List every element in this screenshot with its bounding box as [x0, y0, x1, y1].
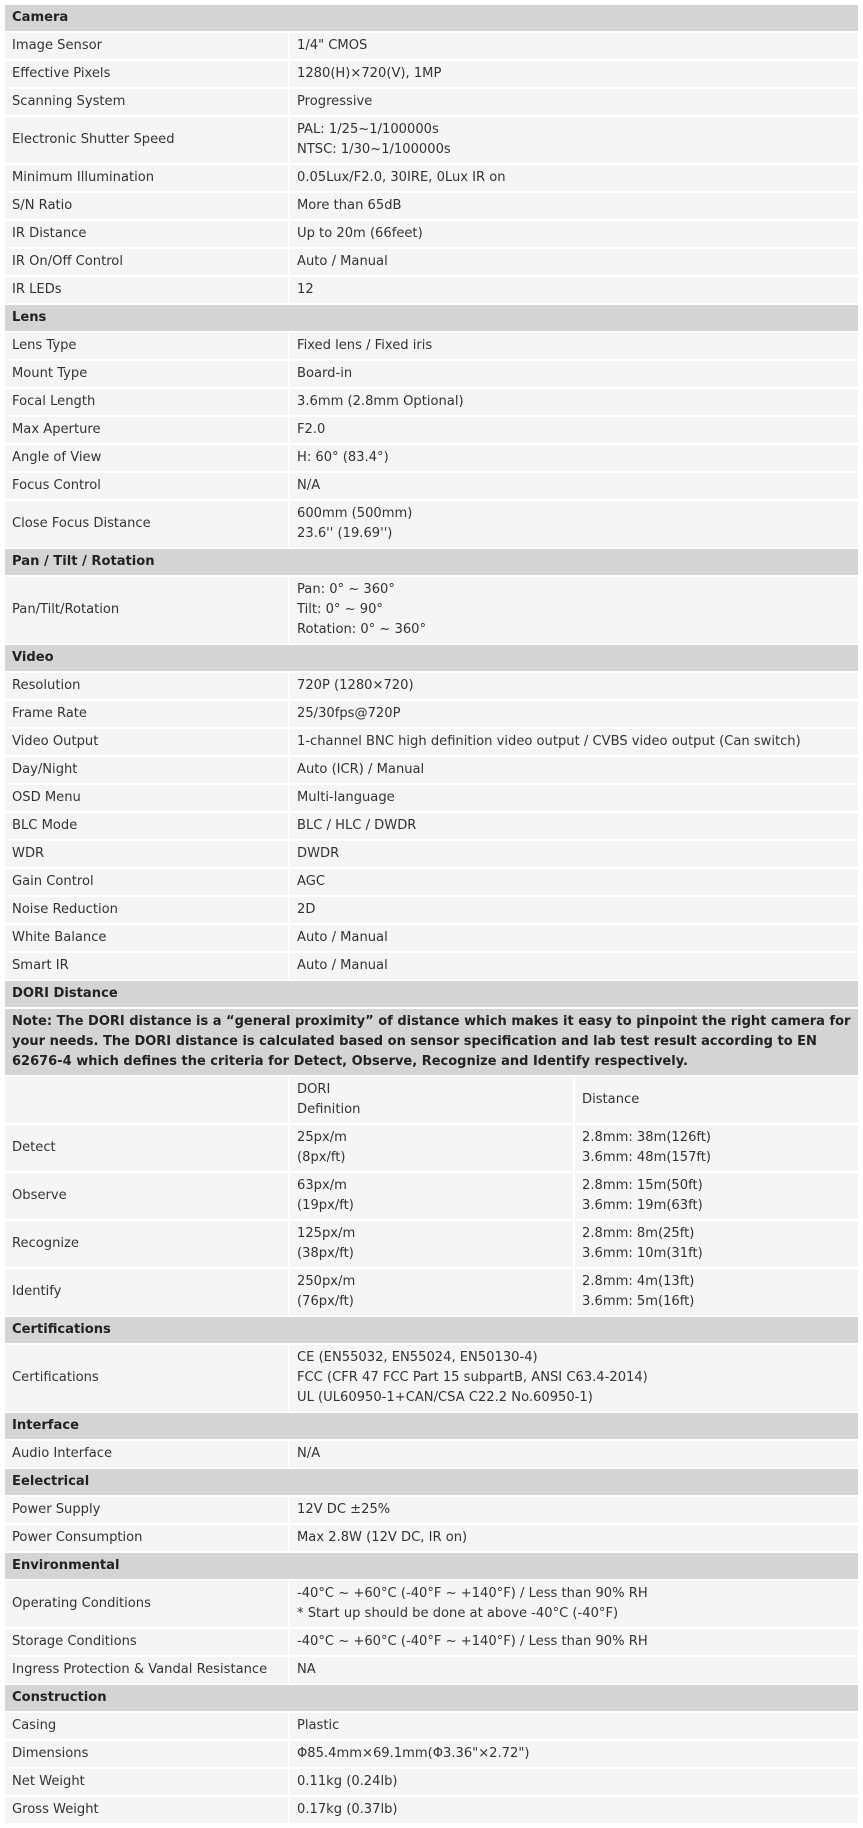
- spec-value: [290, 361, 858, 387]
- spec-value: [290, 841, 858, 867]
- section-title: DORI Distance: [5, 981, 858, 1007]
- dori-distance: [575, 1269, 858, 1315]
- spec-row-pan-tilt-rotation: [5, 577, 858, 643]
- dori-definition-line: (76px/ft): [297, 1294, 354, 1309]
- spec-label: Scanning System: [5, 89, 288, 115]
- spec-value: [290, 757, 858, 783]
- spec-value-line: Auto / Manual: [297, 254, 388, 269]
- spec-value: [290, 501, 858, 547]
- section-title: Lens: [5, 305, 858, 331]
- spec-row-lens-type: [5, 333, 858, 359]
- spec-row-close-focus-distance: [5, 501, 858, 547]
- spec-value: [290, 1345, 858, 1411]
- spec-label: Audio Interface: [5, 1441, 288, 1467]
- dori-distance-line: 2.8mm: 4m(13ft): [582, 1274, 695, 1289]
- spec-row-ingress-protection-vandal-resistance: [5, 1657, 858, 1683]
- spec-row-image-sensor: [5, 33, 858, 59]
- spec-value-line: Board-in: [297, 366, 353, 381]
- dori-header-row: [5, 1077, 858, 1123]
- spec-value: [290, 1629, 858, 1655]
- spec-value: [290, 333, 858, 359]
- section-header-dori-distance: [5, 981, 858, 1007]
- spec-value: [290, 925, 858, 951]
- dori-distance-line: 2.8mm: 38m(126ft): [582, 1130, 712, 1145]
- spec-row-ir-on-off-control: [5, 249, 858, 275]
- spec-value-line: 0.17kg (0.37lb): [297, 1802, 398, 1817]
- spec-value: [290, 701, 858, 727]
- spec-value: [290, 1581, 858, 1627]
- spec-value: [290, 117, 858, 163]
- spec-value: [290, 1497, 858, 1523]
- spec-row-frame-rate: [5, 701, 858, 727]
- spec-label: OSD Menu: [5, 785, 288, 811]
- spec-label: Focal Length: [5, 389, 288, 415]
- spec-value: [290, 897, 858, 923]
- spec-value: [290, 729, 858, 755]
- spec-label: Operating Conditions: [5, 1581, 288, 1627]
- spec-row-dimensions: [5, 1741, 858, 1767]
- spec-row-smart-ir: [5, 953, 858, 979]
- spec-label: Dimensions: [5, 1741, 288, 1767]
- spec-label: Video Output: [5, 729, 288, 755]
- spec-value: [290, 577, 858, 643]
- spec-value: [290, 673, 858, 699]
- spec-label: IR Distance: [5, 221, 288, 247]
- spec-row-power-consumption: [5, 1525, 858, 1551]
- spec-value-line: BLC / HLC / DWDR: [297, 818, 417, 833]
- dori-definition: [290, 1221, 573, 1267]
- spec-value-line: 23.6'' (19.69''): [297, 526, 393, 541]
- spec-value-line: Auto / Manual: [297, 958, 388, 973]
- spec-value-line: 12: [297, 282, 314, 297]
- dori-distance-line: 3.6mm: 10m(31ft): [582, 1246, 703, 1261]
- section-title: Certifications: [5, 1317, 858, 1343]
- dori-distance-line: 3.6mm: 19m(63ft): [582, 1198, 703, 1213]
- spec-value-line: Tilt: 0° ~ 90°: [297, 602, 383, 617]
- spec-value-line: -40°C ~ +60°C (-40°F ~ +140°F) / Less than 90% RH: [297, 1634, 648, 1649]
- dori-row-observe: [5, 1173, 858, 1219]
- spec-label: WDR: [5, 841, 288, 867]
- spec-label: Focus Control: [5, 473, 288, 499]
- spec-value: [290, 869, 858, 895]
- spec-label: Frame Rate: [5, 701, 288, 727]
- spec-row-storage-conditions: [5, 1629, 858, 1655]
- spec-value: [290, 417, 858, 443]
- dori-definition: [290, 1173, 573, 1219]
- section-header-lens: [5, 305, 858, 331]
- spec-row-s-n-ratio: [5, 193, 858, 219]
- spec-value-line: NA: [297, 1662, 316, 1677]
- spec-value-line: N/A: [297, 1446, 321, 1461]
- spec-row-day-night: [5, 757, 858, 783]
- spec-row-resolution: [5, 673, 858, 699]
- spec-value-line: 1/4" CMOS: [297, 38, 368, 53]
- spec-label: Electronic Shutter Speed: [5, 117, 288, 163]
- spec-label: IR LEDs: [5, 277, 288, 303]
- dori-header-distance: Distance: [575, 1077, 858, 1123]
- spec-value-line: Multi-language: [297, 790, 395, 805]
- spec-row-power-supply: [5, 1497, 858, 1523]
- spec-value: [290, 1441, 858, 1467]
- spec-row-gross-weight: [5, 1797, 858, 1823]
- spec-row-mount-type: [5, 361, 858, 387]
- dori-row-recognize: [5, 1221, 858, 1267]
- spec-label: Ingress Protection & Vandal Resistance: [5, 1657, 288, 1683]
- dori-definition-line: (8px/ft): [297, 1150, 346, 1165]
- spec-value: [290, 1741, 858, 1767]
- section-title: Construction: [5, 1685, 858, 1711]
- dori-distance: [575, 1125, 858, 1171]
- dori-definition-line: (38px/ft): [297, 1246, 354, 1261]
- spec-row-certifications: [5, 1345, 858, 1411]
- spec-value: [290, 89, 858, 115]
- spec-row-electronic-shutter-speed: [5, 117, 858, 163]
- dori-definition: [290, 1269, 573, 1315]
- spec-row-audio-interface: [5, 1441, 858, 1467]
- spec-label: Max Aperture: [5, 417, 288, 443]
- spec-value-line: 1280(H)×720(V), 1MP: [297, 66, 442, 81]
- spec-row-operating-conditions: [5, 1581, 858, 1627]
- section-title: Video: [5, 645, 858, 671]
- dori-distance: [575, 1173, 858, 1219]
- section-title: Eelectrical: [5, 1469, 858, 1495]
- spec-label: Angle of View: [5, 445, 288, 471]
- spec-value-line: NTSC: 1/30~1/100000s: [297, 142, 451, 157]
- specifications-table-body: [5, 5, 858, 1823]
- dori-definition-line: (19px/ft): [297, 1198, 354, 1213]
- spec-value-line: Pan: 0° ~ 360°: [297, 582, 395, 597]
- spec-value: [290, 1797, 858, 1823]
- section-header-video: [5, 645, 858, 671]
- spec-label: Close Focus Distance: [5, 501, 288, 547]
- dori-header-blank: [5, 1077, 288, 1123]
- spec-label: Power Supply: [5, 1497, 288, 1523]
- spec-label: Casing: [5, 1713, 288, 1739]
- spec-value: [290, 277, 858, 303]
- spec-value-line: 3.6mm (2.8mm Optional): [297, 394, 464, 409]
- dori-level-label: Recognize: [5, 1221, 288, 1267]
- spec-label: Resolution: [5, 673, 288, 699]
- spec-label: IR On/Off Control: [5, 249, 288, 275]
- section-header-eelectrical: [5, 1469, 858, 1495]
- spec-label: Gross Weight: [5, 1797, 288, 1823]
- spec-value-line: H: 60° (83.4°): [297, 450, 389, 465]
- spec-row-ir-leds: [5, 277, 858, 303]
- spec-value-line: 12V DC ±25%: [297, 1502, 391, 1517]
- spec-value-line: FCC (CFR 47 FCC Part 15 subpartB, ANSI C63.4-2014): [297, 1370, 648, 1385]
- dori-distance: [575, 1221, 858, 1267]
- spec-value: [290, 445, 858, 471]
- spec-value-line: N/A: [297, 478, 321, 493]
- spec-row-gain-control: [5, 869, 858, 895]
- dori-row-detect: [5, 1125, 858, 1171]
- spec-row-effective-pixels: [5, 61, 858, 87]
- section-header-construction: [5, 1685, 858, 1711]
- spec-value-line: Auto (ICR) / Manual: [297, 762, 425, 777]
- dori-definition-line: 125px/m: [297, 1226, 356, 1241]
- spec-row-ir-distance: [5, 221, 858, 247]
- section-title: Environmental: [5, 1553, 858, 1579]
- spec-value-line: 0.05Lux/F2.0, 30IRE, 0Lux IR on: [297, 170, 506, 185]
- spec-label: Gain Control: [5, 869, 288, 895]
- spec-value: [290, 1657, 858, 1683]
- spec-value-line: Progressive: [297, 94, 373, 109]
- spec-row-wdr: [5, 841, 858, 867]
- spec-label: Smart IR: [5, 953, 288, 979]
- section-header-pan-tilt-rotation: [5, 549, 858, 575]
- spec-value-line: Rotation: 0° ~ 360°: [297, 622, 427, 637]
- section-header-interface: [5, 1413, 858, 1439]
- specifications-table: [3, 3, 860, 1825]
- spec-value-line: 720P (1280×720): [297, 678, 414, 693]
- spec-value-line: CE (EN55032, EN55024, EN50130-4): [297, 1350, 538, 1365]
- dori-distance-line: 2.8mm: 15m(50ft): [582, 1178, 703, 1193]
- section-header-certifications: [5, 1317, 858, 1343]
- spec-value-line: Fixed lens / Fixed iris: [297, 338, 433, 353]
- dori-definition-line: 25px/m: [297, 1130, 347, 1145]
- spec-row-casing: [5, 1713, 858, 1739]
- spec-value-line: F2.0: [297, 422, 326, 437]
- spec-row-noise-reduction: [5, 897, 858, 923]
- dori-definition-line: 250px/m: [297, 1274, 356, 1289]
- spec-label: Day/Night: [5, 757, 288, 783]
- dori-distance-line: 2.8mm: 8m(25ft): [582, 1226, 695, 1241]
- spec-label: White Balance: [5, 925, 288, 951]
- spec-label: Image Sensor: [5, 33, 288, 59]
- spec-value-line: DWDR: [297, 846, 340, 861]
- spec-label: Net Weight: [5, 1769, 288, 1795]
- spec-value-line: Max 2.8W (12V DC, IR on): [297, 1530, 468, 1545]
- dori-level-label: Identify: [5, 1269, 288, 1315]
- spec-value: [290, 165, 858, 191]
- spec-row-net-weight: [5, 1769, 858, 1795]
- section-title: Pan / Tilt / Rotation: [5, 549, 858, 575]
- spec-value: [290, 953, 858, 979]
- spec-value-line: 2D: [297, 902, 316, 917]
- spec-label: Pan/Tilt/Rotation: [5, 577, 288, 643]
- section-header-environmental: [5, 1553, 858, 1579]
- spec-label: Effective Pixels: [5, 61, 288, 87]
- dori-definition: [290, 1125, 573, 1171]
- spec-row-max-aperture: [5, 417, 858, 443]
- spec-value-line: 600mm (500mm): [297, 506, 413, 521]
- spec-value-line: * Start up should be done at above -40°C (-40°F): [297, 1606, 619, 1621]
- spec-value-line: PAL: 1/25~1/100000s: [297, 122, 439, 137]
- spec-row-white-balance: [5, 925, 858, 951]
- spec-row-focus-control: [5, 473, 858, 499]
- spec-value-line: UL (UL60950-1+CAN/CSA C22.2 No.60950-1): [297, 1390, 593, 1405]
- spec-value: [290, 813, 858, 839]
- spec-value-line: Auto / Manual: [297, 930, 388, 945]
- spec-value: [290, 1713, 858, 1739]
- dori-header-line: Definition: [297, 1102, 361, 1117]
- spec-value-line: Plastic: [297, 1718, 340, 1733]
- spec-row-focal-length: [5, 389, 858, 415]
- spec-value: [290, 61, 858, 87]
- spec-value-line: 0.11kg (0.24lb): [297, 1774, 398, 1789]
- spec-value-line: Φ85.4mm×69.1mm(Φ3.36"×2.72"): [297, 1746, 530, 1761]
- dori-distance-line: 3.6mm: 48m(157ft): [582, 1150, 712, 1165]
- spec-label: S/N Ratio: [5, 193, 288, 219]
- spec-value: [290, 33, 858, 59]
- spec-value: [290, 389, 858, 415]
- spec-label: Lens Type: [5, 333, 288, 359]
- spec-label: Certifications: [5, 1345, 288, 1411]
- spec-value-line: 25/30fps@720P: [297, 706, 401, 721]
- section-title: Interface: [5, 1413, 858, 1439]
- dori-note-row: [5, 1009, 858, 1075]
- spec-label: Mount Type: [5, 361, 288, 387]
- spec-row-minimum-illumination: [5, 165, 858, 191]
- spec-row-blc-mode: [5, 813, 858, 839]
- spec-row-angle-of-view: [5, 445, 858, 471]
- dori-level-label: Observe: [5, 1173, 288, 1219]
- dori-header-definition: [290, 1077, 573, 1123]
- spec-row-osd-menu: [5, 785, 858, 811]
- spec-value: [290, 473, 858, 499]
- spec-value-line: AGC: [297, 874, 326, 889]
- spec-value: [290, 1525, 858, 1551]
- spec-row-scanning-system: [5, 89, 858, 115]
- spec-value: [290, 221, 858, 247]
- dori-header-line: DORI: [297, 1082, 331, 1097]
- spec-label: Minimum Illumination: [5, 165, 288, 191]
- spec-row-video-output: [5, 729, 858, 755]
- dori-note: Note: The DORI distance is a “general proximity” of distance which makes it easy to pinpoint the right camera for your needs. The DORI distance is calculated based on sensor specification and lab test result according to EN 62676-4 which defines the criteria for Detect, Observe, Recognize and Identify respectively.: [5, 1009, 858, 1075]
- spec-value: [290, 785, 858, 811]
- spec-value-line: -40°C ~ +60°C (-40°F ~ +140°F) / Less than 90% RH: [297, 1586, 648, 1601]
- spec-label: Power Consumption: [5, 1525, 288, 1551]
- spec-label: Storage Conditions: [5, 1629, 288, 1655]
- dori-level-label: Detect: [5, 1125, 288, 1171]
- spec-value-line: 1-channel BNC high definition video output / CVBS video output (Can switch): [297, 734, 801, 749]
- spec-value-line: Up to 20m (66feet): [297, 226, 423, 241]
- dori-distance-line: 3.6mm: 5m(16ft): [582, 1294, 695, 1309]
- spec-label: BLC Mode: [5, 813, 288, 839]
- spec-value: [290, 193, 858, 219]
- spec-value: [290, 249, 858, 275]
- section-header-camera: [5, 5, 858, 31]
- spec-value: [290, 1769, 858, 1795]
- spec-value-line: More than 65dB: [297, 198, 402, 213]
- dori-row-identify: [5, 1269, 858, 1315]
- spec-label: Noise Reduction: [5, 897, 288, 923]
- section-title: Camera: [5, 5, 858, 31]
- dori-definition-line: 63px/m: [297, 1178, 347, 1193]
